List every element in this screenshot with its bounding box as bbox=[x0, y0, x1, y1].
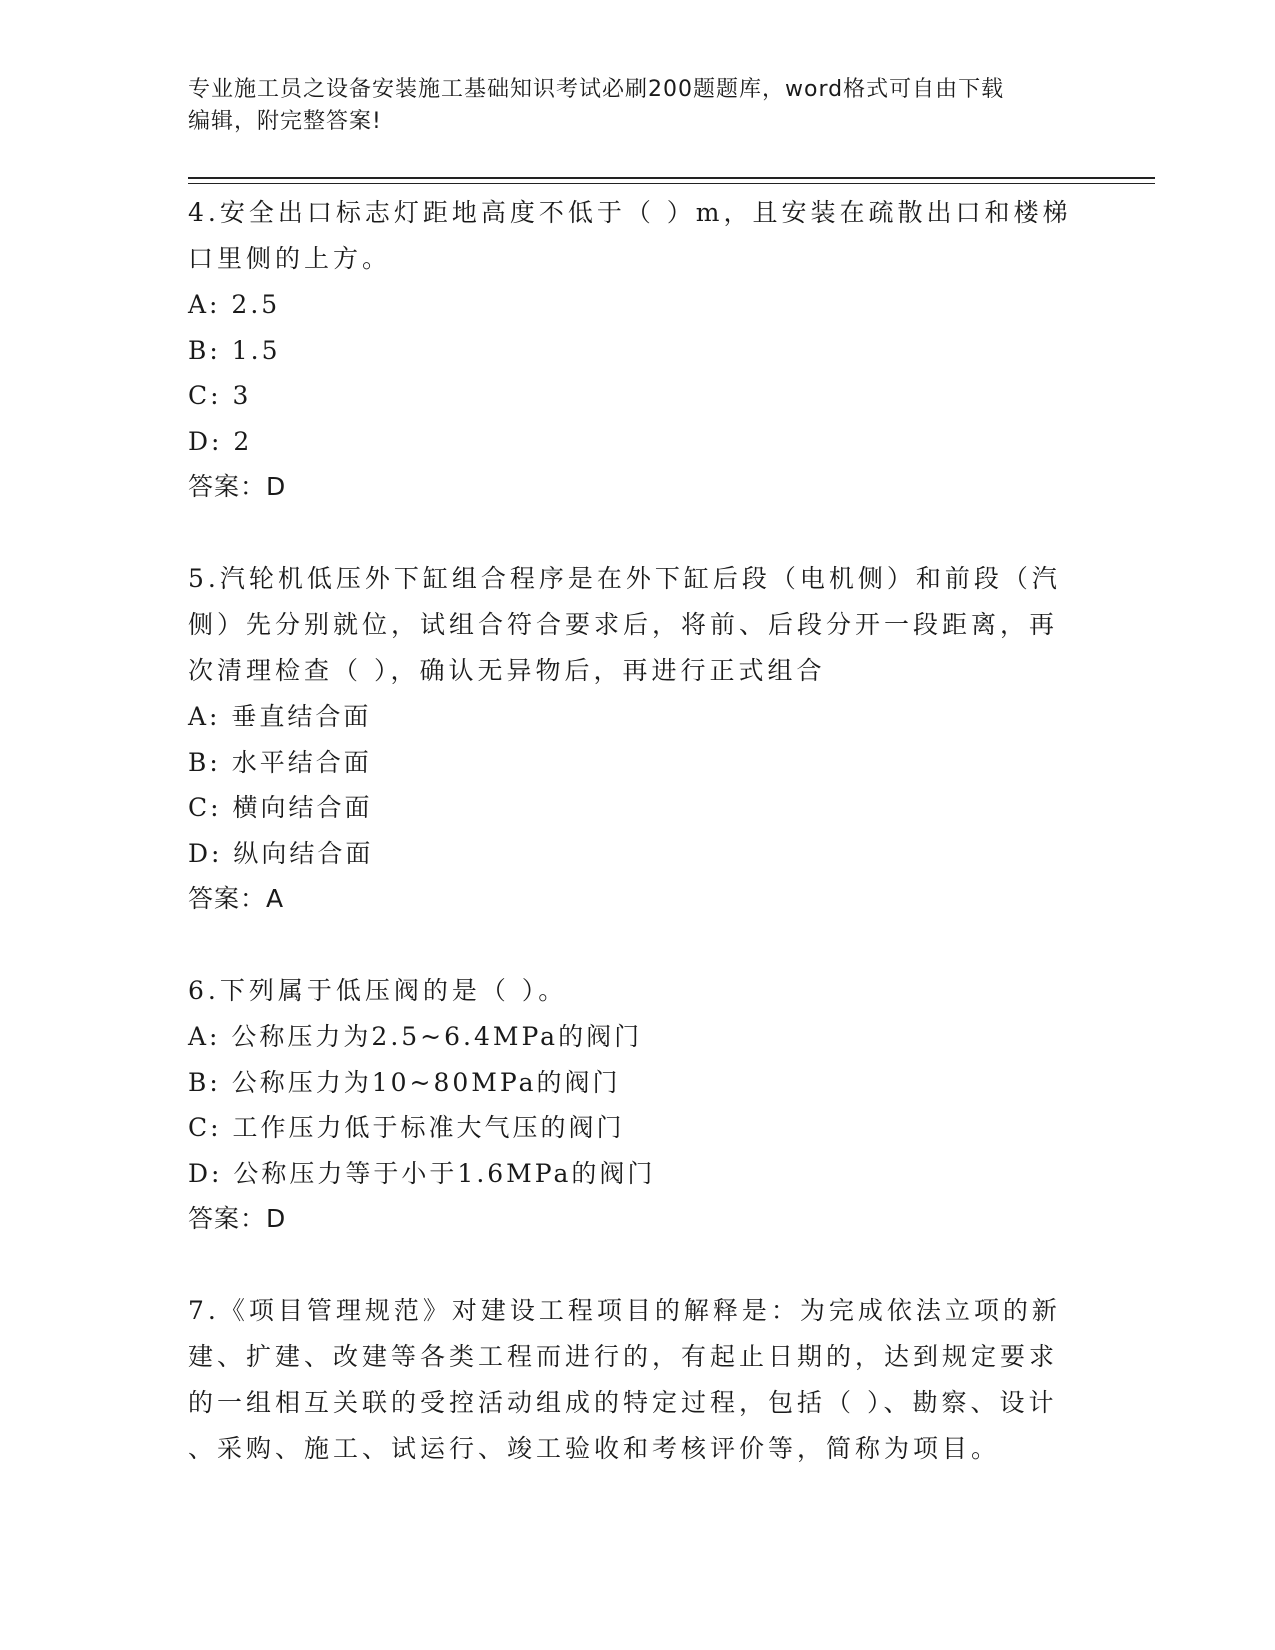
option-a: A: 垂直结合面 bbox=[188, 702, 372, 731]
question-6 bbox=[188, 968, 1088, 1242]
option-c: C: 3 bbox=[188, 381, 252, 410]
question-text-line: 侧）先分别就位，试组合符合要求后，将前、后段分开一段距离，再 bbox=[188, 610, 1059, 639]
document-header bbox=[188, 74, 1088, 138]
option-d: D: 纵向结合面 bbox=[188, 838, 374, 868]
question-text-line: 5.汽轮机低压外下缸组合程序是在外下缸后段（电机侧）和前段（汽 bbox=[188, 564, 1061, 593]
option-d: D: 公称压力等于小于1.6MPa的阀门 bbox=[188, 1158, 656, 1188]
answer: 答案：D bbox=[188, 472, 287, 501]
question-4 bbox=[188, 190, 1088, 510]
question-7 bbox=[188, 1288, 1088, 1472]
option-b: B: 1.5 bbox=[188, 335, 281, 365]
question-text-line: 的一组相互关联的受控活动组成的特定过程，包括（ ）、勘察、设计 bbox=[188, 1388, 1058, 1417]
answer: 答案：D bbox=[188, 1204, 287, 1233]
question-text-line: 6.下列属于低压阀的是（ ）。 bbox=[188, 976, 568, 1005]
question-list bbox=[188, 190, 1088, 1518]
option-a: A: 公称压力为2.5~6.4MPa的阀门 bbox=[188, 1022, 643, 1051]
option-d: D: 2 bbox=[188, 426, 253, 456]
question-text-line: 7.《项目管理规范》对建设工程项目的解释是：为完成依法立项的新 bbox=[188, 1296, 1061, 1325]
option-b: B: 水平结合面 bbox=[188, 747, 372, 777]
header-rule-thick bbox=[188, 177, 1155, 179]
option-b: B: 公称压力为10~80MPa的阀门 bbox=[188, 1067, 621, 1097]
option-c: C: 工作压力低于标准大气压的阀门 bbox=[188, 1113, 625, 1142]
option-a: A: 2.5 bbox=[188, 290, 281, 319]
question-text-line: 建、扩建、改建等各类工程而进行的，有起止日期的，达到规定要求 bbox=[188, 1342, 1059, 1371]
option-c: C: 横向结合面 bbox=[188, 793, 373, 822]
question-text-line: 次清理检查（ ），确认无异物后，再进行正式组合 bbox=[188, 656, 826, 685]
header-rule-thin bbox=[188, 183, 1155, 184]
question-text-line: 口里侧的上方。 bbox=[188, 244, 392, 273]
question-text-line: 4.安全出口标志灯距地高度不低于（ ）m，且安装在疏散出口和楼梯 bbox=[188, 198, 1072, 227]
question-5 bbox=[188, 556, 1088, 922]
answer: 答案：A bbox=[188, 884, 285, 913]
question-text-line: 、采购、施工、试运行、竣工验收和考核评价等，简称为项目。 bbox=[188, 1434, 1001, 1463]
header-line-1: 专业施工员之设备安装施工基础知识考试必刷200题题库，word格式可自由下载 bbox=[188, 77, 1005, 102]
header-line-2: 编辑，附完整答案! bbox=[188, 109, 382, 134]
